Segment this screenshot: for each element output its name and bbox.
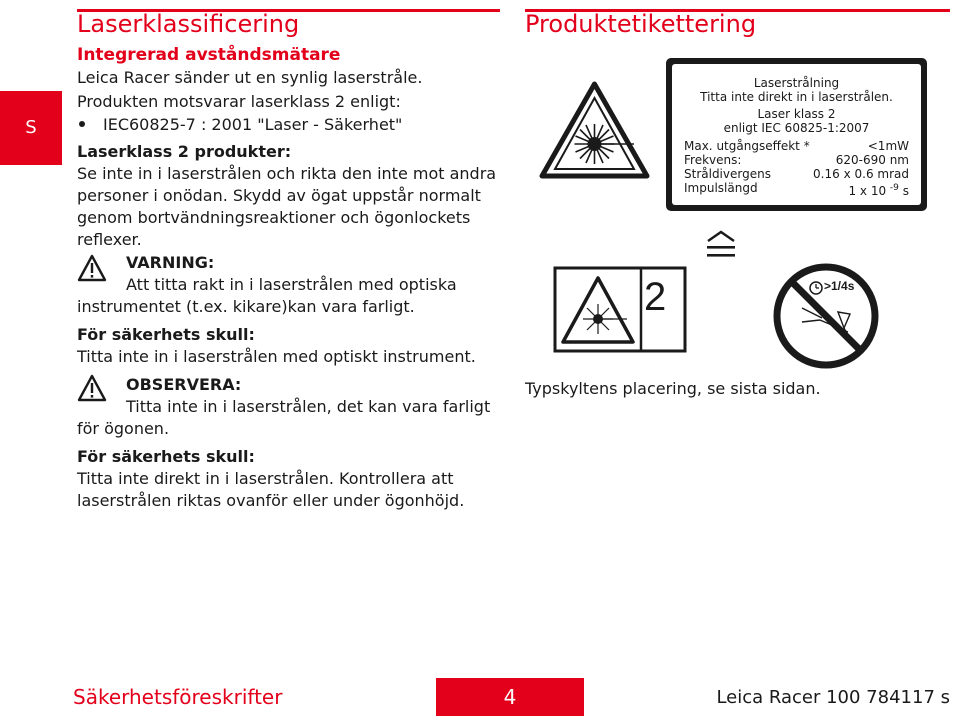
label-row-key: Impulslängd <box>684 181 758 195</box>
pulse-unit: s <box>902 184 909 198</box>
label-line-2: Titta inte direkt in i laserstrålen. <box>700 90 893 104</box>
label-line-3: Laser klass 2 <box>757 107 836 121</box>
subtitle-rangefinder: Integrerad avståndsmätare <box>77 45 341 65</box>
warning-text-line-1: Att titta rakt in i laserstrålen med optiska <box>126 275 457 294</box>
products-text-line-3: genom bortvändningsreaktioner och ögonlockets <box>77 208 471 227</box>
label-row-key: Max. utgångseffekt * <box>684 139 810 153</box>
label-row-power <box>672 139 921 153</box>
intro-line-1: Leica Racer sänder ut en synlig laserstråle. <box>77 68 423 87</box>
label-row-divergence <box>672 167 921 181</box>
safety-heading-1: För säkerhets skull: <box>77 325 255 344</box>
equivalence-symbol-icon <box>703 229 739 261</box>
label-row-value: 0.16 x 0.6 mrad <box>813 167 909 181</box>
safety-text-1: Titta inte in i laserstrålen med optiskt instrument. <box>77 347 476 366</box>
caution-triangle-icon <box>77 374 107 402</box>
language-tab: S <box>0 91 62 165</box>
laser-class-number: 2 <box>644 275 667 319</box>
intro-line-2: Produkten motsvarar laserklass 2 enligt: <box>77 92 401 111</box>
section-title-laser-classification: Laserklassificering <box>77 10 300 38</box>
label-row-key: Stråldivergens <box>684 167 771 181</box>
caution-text-line-2: för ögonen. <box>77 419 170 438</box>
products-text-line-4: reflexer. <box>77 230 142 249</box>
section-title-product-labeling: Produktetikettering <box>525 10 757 38</box>
standard-bullet-item <box>77 114 402 135</box>
label-row-value: 620-690 nm <box>835 153 909 167</box>
warning-text-line-2: instrumentet (t.ex. kikare)kan vara farligt. <box>77 297 415 316</box>
footer-product-id: Leica Racer 100 784117 s <box>716 687 950 708</box>
pulse-base: 1 x 10 <box>848 184 887 198</box>
exposure-time-label: >1/4s <box>824 279 855 293</box>
pulse-exponent: -9 <box>889 183 899 193</box>
label-row-value <box>848 181 909 198</box>
label-row-pulse <box>672 181 921 198</box>
products-heading: Laserklass 2 produkter: <box>77 142 292 161</box>
safety-heading-2: För säkerhets skull: <box>77 447 255 466</box>
products-text-line-1: Se inte in i laserstrålen och rikta den inte mot andra <box>77 164 497 183</box>
laser-class-2-sign-icon <box>553 266 687 353</box>
placement-note: Typskyltens placering, se sista sidan. <box>525 379 821 398</box>
products-text-line-2: personer i onödan. Skydd av ögat uppstår normalt <box>77 186 481 205</box>
label-line-4: enligt IEC 60825-1:2007 <box>723 121 870 135</box>
safety-text-2-line-2: laserstrålen riktas ovanför eller under ögonhöjd. <box>77 491 465 510</box>
safety-text-2-line-1: Titta inte direkt in i laserstrålen. Kontrollera att <box>77 469 454 488</box>
bullet-icon <box>79 121 85 127</box>
footer-section-title: Säkerhetsföreskrifter <box>73 685 283 709</box>
caution-text-line-1: Titta inte in i laserstrålen, det kan vara farligt <box>126 397 491 416</box>
laser-hazard-sign-icon <box>538 80 651 180</box>
label-line-1: Laserstrålning <box>753 76 840 90</box>
product-label <box>666 58 927 211</box>
label-row-key: Frekvens: <box>684 153 742 167</box>
label-row-frequency <box>672 153 921 167</box>
label-row-value: <1mW <box>867 139 909 153</box>
warning-heading: VARNING: <box>126 253 215 272</box>
caution-heading: OBSERVERA: <box>126 375 242 394</box>
warning-triangle-icon <box>77 254 107 282</box>
standard-bullet-text: IEC60825-7 : 2001 "Laser - Säkerhet" <box>103 115 403 134</box>
footer-page-number: 4 <box>436 678 584 716</box>
